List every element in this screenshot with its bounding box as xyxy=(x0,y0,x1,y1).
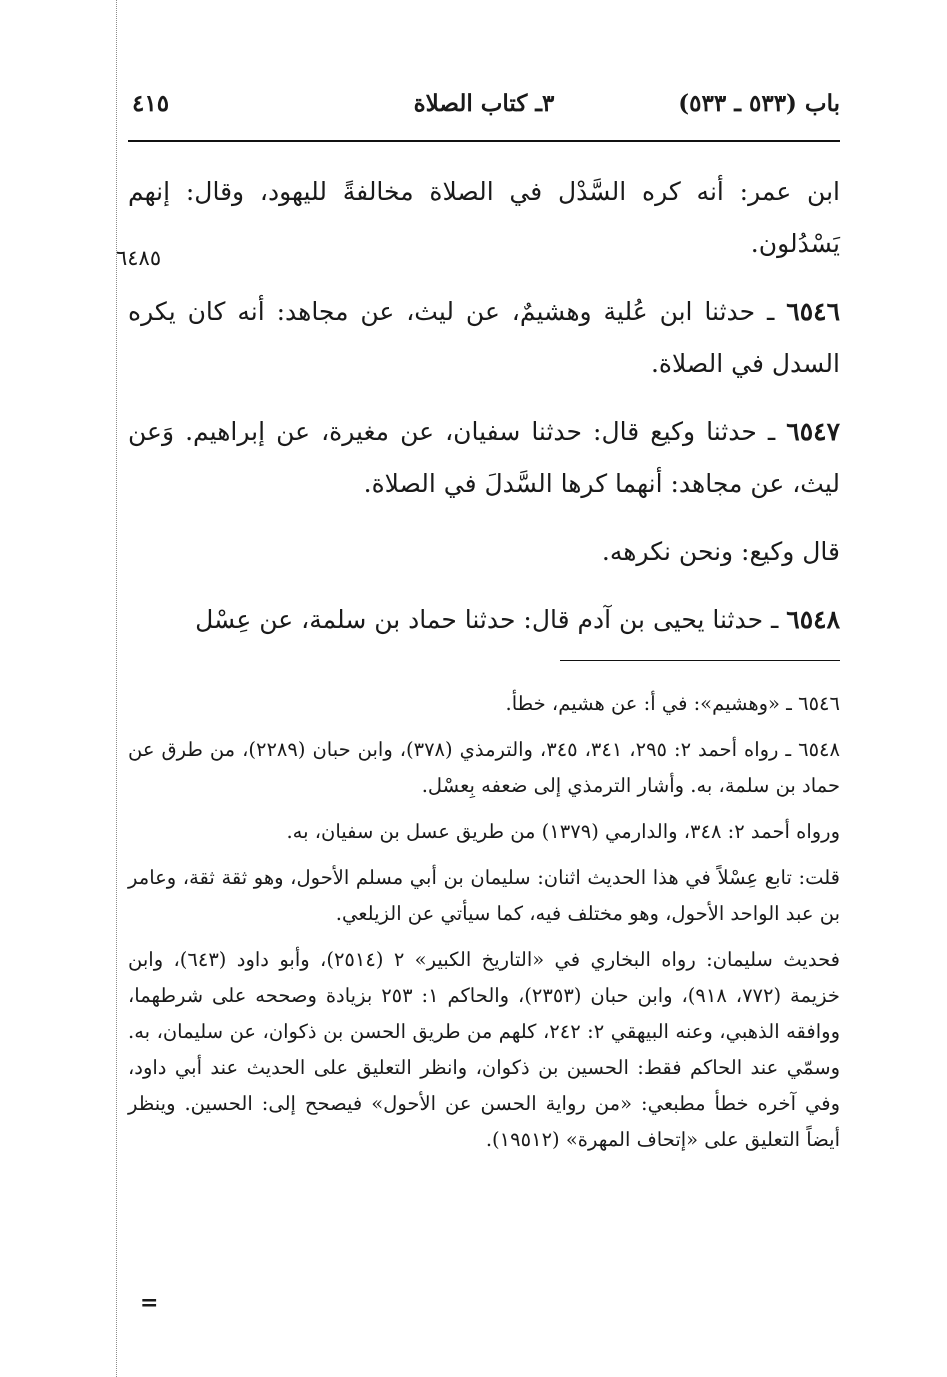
footnote: فحديث سليمان: رواه البخاري في «التاريخ الكبير» ٢ (٢٥١٤)، وأبو داود (٦٤٣)، وابن خزيمة (٧٧٢، ٩١٨)، وابن حبان (٢٣٥٣)، والحاكم ١: ٢٥٣ بزيادة وصححه على شرطهما، ووافقه الذهبي، وعنه البيهقي ٢: ٢٤٢، كلهم من طريق الحسن بن ذكوان، عن سليمان، به. وسمّي عند الحاكم فقط: الحسين بن ذكوان، وانظر التعليق على الحديث عند أبي داود، وفي آخره خطأ مطبعي: «من رواية الحسن عن الأحول» فيصحح إلى: الحسين. وينظر أيضاً التعليق على «إتحاف المهرة» (١٩٥١٢). xyxy=(128,948,840,1151)
hadith-6547 xyxy=(128,406,840,510)
hadith-text: ـ حدثنا وكيع قال: حدثنا سفيان، عن مغيرة، عن إبراهيم. وَعن ليث، عن مجاهد: أنهما كرها السَّدلَ في الصلاة. xyxy=(128,417,840,498)
hadith-number: ٦٥٤٦ xyxy=(786,297,840,326)
footnotes xyxy=(128,686,840,1168)
hadith-number: ٦٥٤٨ xyxy=(786,605,840,634)
footnote: ٦٥٤٨ ـ رواه أحمد ٢: ٢٩٥، ٣٤١، ٣٤٥، والترمذي (٣٧٨)، وابن حبان (٢٢٨٩)، من طرق عن حماد بن سلمة، به. وأشار الترمذي إلى ضعفه بِعسْل. xyxy=(128,738,840,797)
waki-comment: قال وكيع: ونحن نكرهه. xyxy=(601,537,840,566)
binding-dotted-line xyxy=(116,0,117,1377)
header-rule xyxy=(128,140,840,142)
paragraph-continuation: ابن عمر: أنه كره السَّدْل في الصلاة مخالفةً لليهود، وقال: إنهم يَسْدُلون. xyxy=(128,177,840,258)
hadith-text: ـ حدثنا يحيى بن آدم قال: حدثنا حماد بن سلمة، عن عِسْل xyxy=(195,605,779,634)
footnote: ورواه أحمد ٢: ٣٤٨، والدارمي (١٣٧٩) من طريق عسل بن سفيان، به. xyxy=(286,820,840,843)
margin-reference: ٦٤٨٥ xyxy=(116,246,162,270)
chapter-range: باب (٥٣٣ ـ ٥٣٣) xyxy=(678,90,840,117)
footnote-rule xyxy=(560,660,840,661)
footnote: ٦٥٤٦ ـ «وهشيم»: في أ: عن هشيم، خطأ. xyxy=(505,692,840,715)
book-title: ٣ـ كتاب الصلاة xyxy=(413,90,555,117)
hadith-6546 xyxy=(128,286,840,390)
page-number: ٤١٥ xyxy=(132,90,170,117)
continuation-mark: = xyxy=(140,1290,159,1316)
footnote: قلت: تابع عِسْلاً في هذا الحديث اثنان: سليمان بن أبي مسلم الأحول، وهو ثقة ثقة، وعامر بن عبد الواحد الأحول، وهو مختلف فيه، كما سيأتي عن الزيلعي. xyxy=(128,866,840,925)
main-text xyxy=(128,166,840,646)
hadith-6548 xyxy=(128,594,840,646)
hadith-text: ـ حدثنا ابن عُلية وهشيمٌ، عن ليث، عن مجاهد: أنه كان يكره السدل في الصلاة. xyxy=(128,297,840,378)
running-header xyxy=(128,86,840,126)
book-page xyxy=(116,0,840,1377)
hadith-number: ٦٥٤٧ xyxy=(786,417,840,446)
